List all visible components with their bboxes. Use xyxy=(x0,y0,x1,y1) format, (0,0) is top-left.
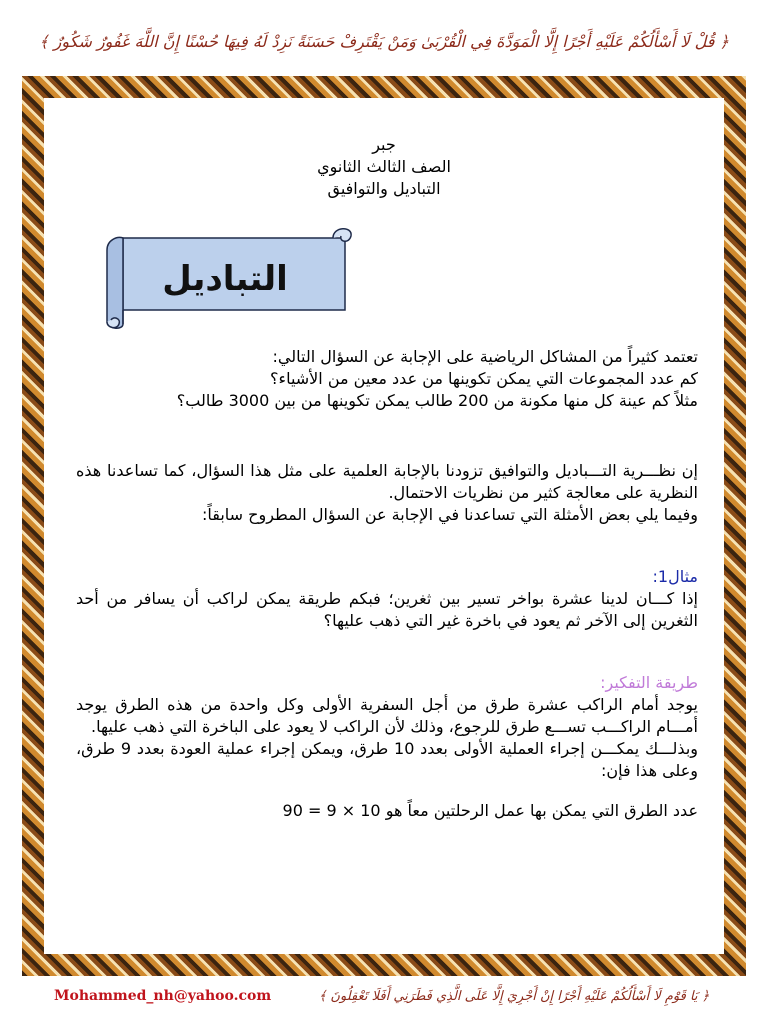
topic-title: التباديل والتوافيق xyxy=(327,179,441,198)
thinking-paragraph-2: وبذلـــك يمكـــن إجراء العملية الأولى بعدد 10 طرق، ويمكن إجراء عملية العودة بعدد 9 طرق، وعلى هذا فإن: xyxy=(76,739,699,780)
thinking-paragraph-1: يوجد أمام الراكب عشرة طرق من أجل السفرية الأولى وكل واحدة من هذه الطرق يوجد أمـــام الراكـــب تســـع طرق للرجوع، وذلك لأن الراكب لا يعود على الباخرة التي ذهب عليها. xyxy=(76,695,698,736)
scroll-title: التباديل xyxy=(162,259,288,299)
spacer xyxy=(76,782,698,800)
intro-line-1: تعتمد كثيراً من المشاكل الرياضية على الإجابة عن السؤال التالي: xyxy=(272,347,698,366)
page-content xyxy=(60,114,708,938)
scroll-banner xyxy=(95,224,359,332)
thinking-result: عدد الطرق التي يمكن بها عمل الرحلتين معاً هو 10 × 9 = 90 xyxy=(282,801,698,820)
theory-paragraph-2: وفيما يلي بعض الأمثلة التي تساعدنا في الإجابة عن السؤال المطروح سابقاً: xyxy=(201,505,698,524)
main-body xyxy=(76,346,698,822)
example-title: مثال1: xyxy=(652,567,698,586)
example-text: إذا كـــان لدينا عشرة بواخر تسير بين ثغرين؛ فبكم طريقة يمكن لراكب أن يسافر من أحد الثغرين إلى الآخر ثم يعود في باخرة غير التي ذهب عليها؟ xyxy=(76,589,698,630)
intro-line-2: كم عدد المجموعات التي يمكن تكوينها من عدد معين من الأشياء؟ xyxy=(270,369,698,388)
document-header xyxy=(60,134,708,200)
subject-title: جبر xyxy=(372,135,396,154)
author-email[interactable]: Mohammed_nh@yahoo.com xyxy=(54,988,272,1004)
theory-paragraph-1: إن نظـــرية التـــباديل والتوافيق تزودنا بالإجابة العلمية على مثل هذا السؤال، كما تساعدنا هذه النظرية على معالجة كثير من نظريات الاحتمال. xyxy=(76,461,698,502)
intro-line-3: مثلاً كم عينة كل منها مكونة من 200 طالب يمكن تكوينها من بين 3000 طالب؟ xyxy=(176,391,698,410)
spacer xyxy=(76,632,698,672)
top-verse-banner: ﴿ قُلْ لَا أَسْأَلُكُمْ عَلَيْهِ أَجْرًا إِلَّا الْمَوَدَّةَ فِي الْقُرْبَىٰ وَمَنْ يَقْتَرِفْ حَسَنَةً نَزِدْ لَهُ فِيهَا حُسْنًا إِنَّ اللَّهَ غَفُورٌ شَكُورٌ ﴾ xyxy=(39,32,729,51)
spacer xyxy=(76,526,698,566)
decorative-border-frame xyxy=(22,76,746,976)
thinking-title: طريقة التفكير: xyxy=(600,673,698,692)
grade-title: الصف الثالث الثانوي xyxy=(317,157,451,176)
bottom-verse-banner: ﴿ يَا قَوْمِ لَا أَسْأَلُكُمْ عَلَيْهِ أَجْرًا إِنْ أَجْرِيَ إِلَّا عَلَى الَّذِي فَطَرَنِي أَفَلَا تَعْقِلُونَ ﴾ xyxy=(318,989,710,1004)
spacer xyxy=(76,412,698,460)
